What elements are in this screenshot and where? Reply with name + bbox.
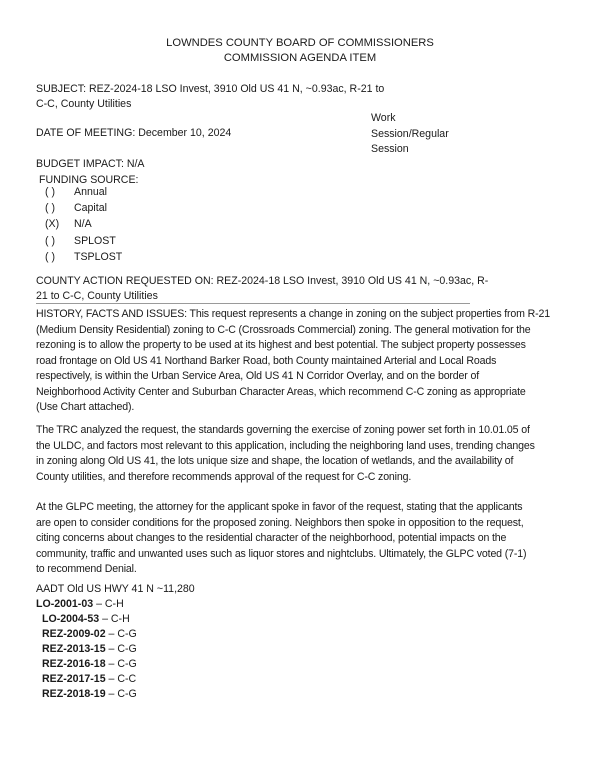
- zoning-case-row: REZ-2016-18 – C-G: [42, 658, 137, 670]
- checkbox-mark: ( ): [45, 186, 55, 198]
- case-number: REZ-2017-15: [42, 673, 106, 685]
- zoning-case-row: REZ-2009-02 – C-G: [42, 628, 137, 640]
- zoning-history-list: [36, 597, 137, 702]
- board-title: LOWNDES COUNTY BOARD OF COMMISSIONERS: [166, 37, 434, 49]
- funding-option-na: (X) N/A: [45, 216, 122, 232]
- session-type: Work Session/Regular Session: [371, 112, 449, 155]
- checkbox-mark: ( ): [45, 234, 55, 247]
- case-number: REZ-2018-19: [42, 688, 106, 700]
- case-number: LO-2004-53: [42, 613, 100, 625]
- case-number: REZ-2016-18: [42, 658, 106, 670]
- zoning-case-row: LO-2004-53 – C-H: [42, 613, 130, 625]
- subject-line-2: C-C, County Utilities: [36, 98, 132, 110]
- funding-option-capital: ( ) Capital: [45, 200, 122, 216]
- checkbox-mark: ( ): [45, 250, 55, 263]
- funding-option-annual: ( ) Annual: [45, 184, 122, 200]
- case-number: LO-2001-03: [36, 598, 94, 610]
- subject-line-1: SUBJECT: REZ-2024-18 LSO Invest, 3910 Old US 41 N, ~0.93ac, R-21 to: [36, 83, 385, 95]
- zone-code: C-G: [117, 628, 137, 640]
- zone-code: C-G: [117, 688, 137, 700]
- agenda-item-title: COMMISSION AGENDA ITEM: [223, 52, 377, 64]
- action-line-1: COUNTY ACTION REQUESTED ON: REZ-2024-18 LSO Invest, 3910 Old US 41 N, ~0.93ac, R-: [36, 275, 489, 287]
- case-number: REZ-2009-02: [42, 628, 106, 640]
- zoning-case-row: LO-2001-03 – C-H: [36, 598, 124, 610]
- checkbox-mark: ( ): [45, 202, 55, 215]
- funding-source-list: [45, 184, 122, 265]
- section-divider: [36, 303, 470, 304]
- zone-code: C-G: [117, 658, 137, 670]
- zone-code: C-H: [110, 613, 130, 625]
- funding-option-tsplost: ( ) TSPLOST: [45, 249, 122, 265]
- checkbox-mark: (X): [45, 218, 60, 231]
- trc-analysis: The TRC analyzed the request, the standards governing the exercise of zoning power set forth in 10.01.05 of the ULDC, and factors most relevant to this application, including the neighboring land uses, trending changes in zoning along Old US 41, the lots unique size and shape, the location of wetlands, and the availability of County utilities, and therefore recommends approval of the request for C-C zoning.: [36, 424, 535, 483]
- zoning-case-row: REZ-2018-19 – C-G: [42, 688, 137, 700]
- funding-option-splost: ( ) SPLOST: [45, 233, 122, 249]
- zone-code: C-H: [104, 598, 124, 610]
- funding-source-label: FUNDING SOURCE:: [39, 174, 139, 186]
- budget-impact: BUDGET IMPACT: N/A: [36, 158, 145, 170]
- zone-code: C-G: [117, 643, 137, 655]
- meeting-date: DATE OF MEETING: December 10, 2024: [36, 127, 232, 139]
- zoning-case-row: REZ-2013-15 – C-G: [42, 643, 137, 655]
- zone-code: C-C: [117, 673, 137, 685]
- history-facts-issues: HISTORY, FACTS AND ISSUES: This request represents a change in zoning on the subject properties from R-21 (Medium Density Residential) zoning to C-C (Crossroads Commercial) zoning. The general motivation for the rezoning is to allow the property to be used at its highest and best potential. The subject property possesses road frontage on Old US 41 Northand Barker Road, both County maintained Arterial and Local Roads respectively, is within the Urban Service Area, Old US 41 N Corridor Overlay, and on the border of Neighborhood Activity Center and Suburban Character Areas, which recommend C-C zoning as appropriate (Use Chart attached).: [36, 308, 550, 413]
- action-line-2: 21 to C-C, County Utilities: [36, 290, 158, 302]
- case-number: REZ-2013-15: [42, 643, 106, 655]
- zoning-case-row: REZ-2017-15 – C-C: [42, 673, 137, 685]
- glpc-summary: At the GLPC meeting, the attorney for the applicant spoke in favor of the request, stating that the applicants are open to consider conditions for the proposed zoning. Neighbors then spoke in opposition to the request, citing concerns about changes to the residential character of the neighborhood, potential impacts on the community, traffic and unwanted uses such as liquor stores and nightclubs. Ultimately, the GLPC voted (7-1) to recommend Denial.: [36, 501, 527, 575]
- aadt-traffic-count: AADT Old US HWY 41 N ~11,280: [36, 583, 195, 595]
